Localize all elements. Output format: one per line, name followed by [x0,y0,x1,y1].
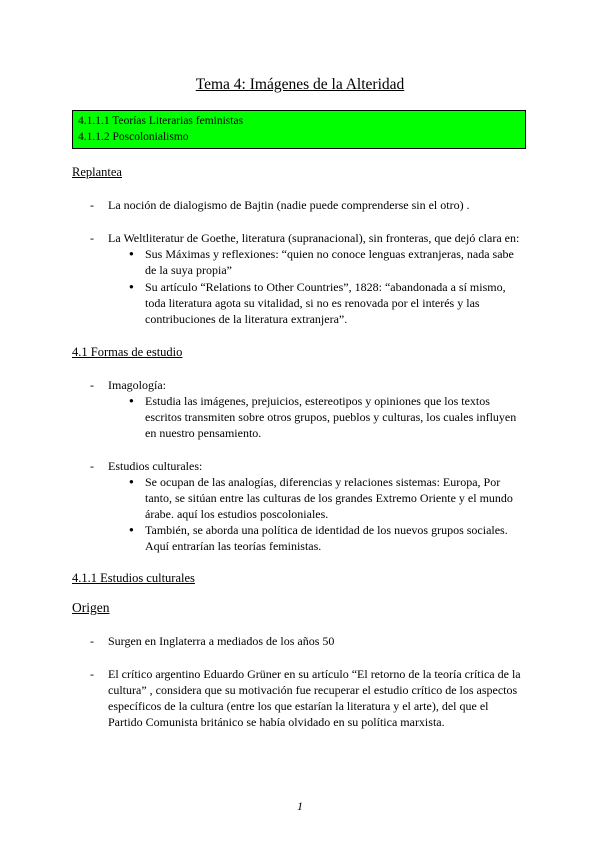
dash-marker: - [90,667,94,681]
page-title: Tema 4: Imágenes de la Alteridad [195,76,405,93]
sub-item-imagologia [145,393,530,441]
text-line: escritos transmiten sobre otros grupos, pueblos y culturas, los cuales influyen [145,410,517,424]
bullet-marker: ● [129,477,134,486]
text-line: específicos de la cultura (entre los que estarían la literatura y el arte), del que el [108,699,489,713]
text-line: en nuestro pensamiento. [145,426,262,440]
formas-item-estudios: Estudios culturales: [108,459,203,473]
sub-item-identidad [145,522,530,554]
text-line: Estudia las imágenes, prejuicios, estereotipos y opiniones que los textos [145,394,490,408]
origen-item-inglaterra: Surgen en Inglaterra a mediados de los años 50 [108,634,335,648]
dash-marker: - [90,459,94,473]
sub-item-analogias [145,474,530,522]
heading-estudios-culturales: 4.1.1 Estudios culturales [72,571,195,585]
dash-marker: - [90,634,94,648]
bullet-marker: ● [129,282,134,291]
text-line: Sus Máximas y reflexiones: “quien no conoce lenguas extranjeras, nada sabe [145,247,514,261]
toc-box [72,110,526,149]
origen-item-gruner [108,666,528,730]
text-line: contribuciones de la literatura extranjera”. [145,312,348,326]
bullet-marker: ● [129,396,134,405]
dash-marker: - [90,198,94,212]
heading-origen: Origen [72,600,110,615]
toc-item-poscolonialismo: 4.1.1.2 Poscolonialismo [78,131,189,143]
dash-marker: - [90,231,94,245]
text-line: Se ocupan de las analogías, diferencias y relaciones sistemas: Europa, Por [145,475,501,489]
formas-item-imagologia: Imagología: [108,378,166,392]
bullet-marker: ● [129,525,134,534]
text-line: El crítico argentino Eduardo Grüner en su artículo “El retorno de la teoría crítica de la [108,667,521,681]
text-line: árabe. aquí los estudios poscoloniales. [145,507,329,521]
heading-formas-estudio: 4.1 Formas de estudio [72,345,183,359]
text-line: toda literatura agota su vitalidad, si no es renovada por el interés y las [145,296,480,310]
replantea-item-goethe: La Weltliteratur de Goethe, literatura (supranacional), sin fronteras, que dejó clara en: [108,231,520,245]
text-line: Su artículo “Relations to Other Countries”, 1828: “abandonada a sí mismo, [145,280,506,294]
toc-item-feministas: 4.1.1.1 Teorías Literarias feministas [78,115,244,127]
bullet-marker: ● [129,249,134,258]
page-number: 1 [297,799,303,813]
text-line: Partido Comunista británico se había olvidado en su política marxista. [108,715,445,729]
text-line: tanto, se sitúan entre las culturas de los grandes Extremo Oriente y el mundo [145,491,513,505]
dash-marker: - [90,378,94,392]
heading-replantea: Replantea [72,165,122,179]
text-line: de la suya propia” [145,263,232,277]
sub-item-maximas [145,246,530,278]
text-line: Aquí entrarían las teorías feministas. [145,539,322,553]
text-line: cultura” , considera que su motivación fue recuperar el estudio crítico de los aspectos [108,683,518,697]
text-line: También, se aborda una política de identidad de los nuevos grupos sociales. [145,523,508,537]
replantea-item-bajtin: La noción de dialogismo de Bajtin (nadie puede comprenderse sin el otro) . [108,198,470,212]
sub-item-articulo [145,279,530,327]
